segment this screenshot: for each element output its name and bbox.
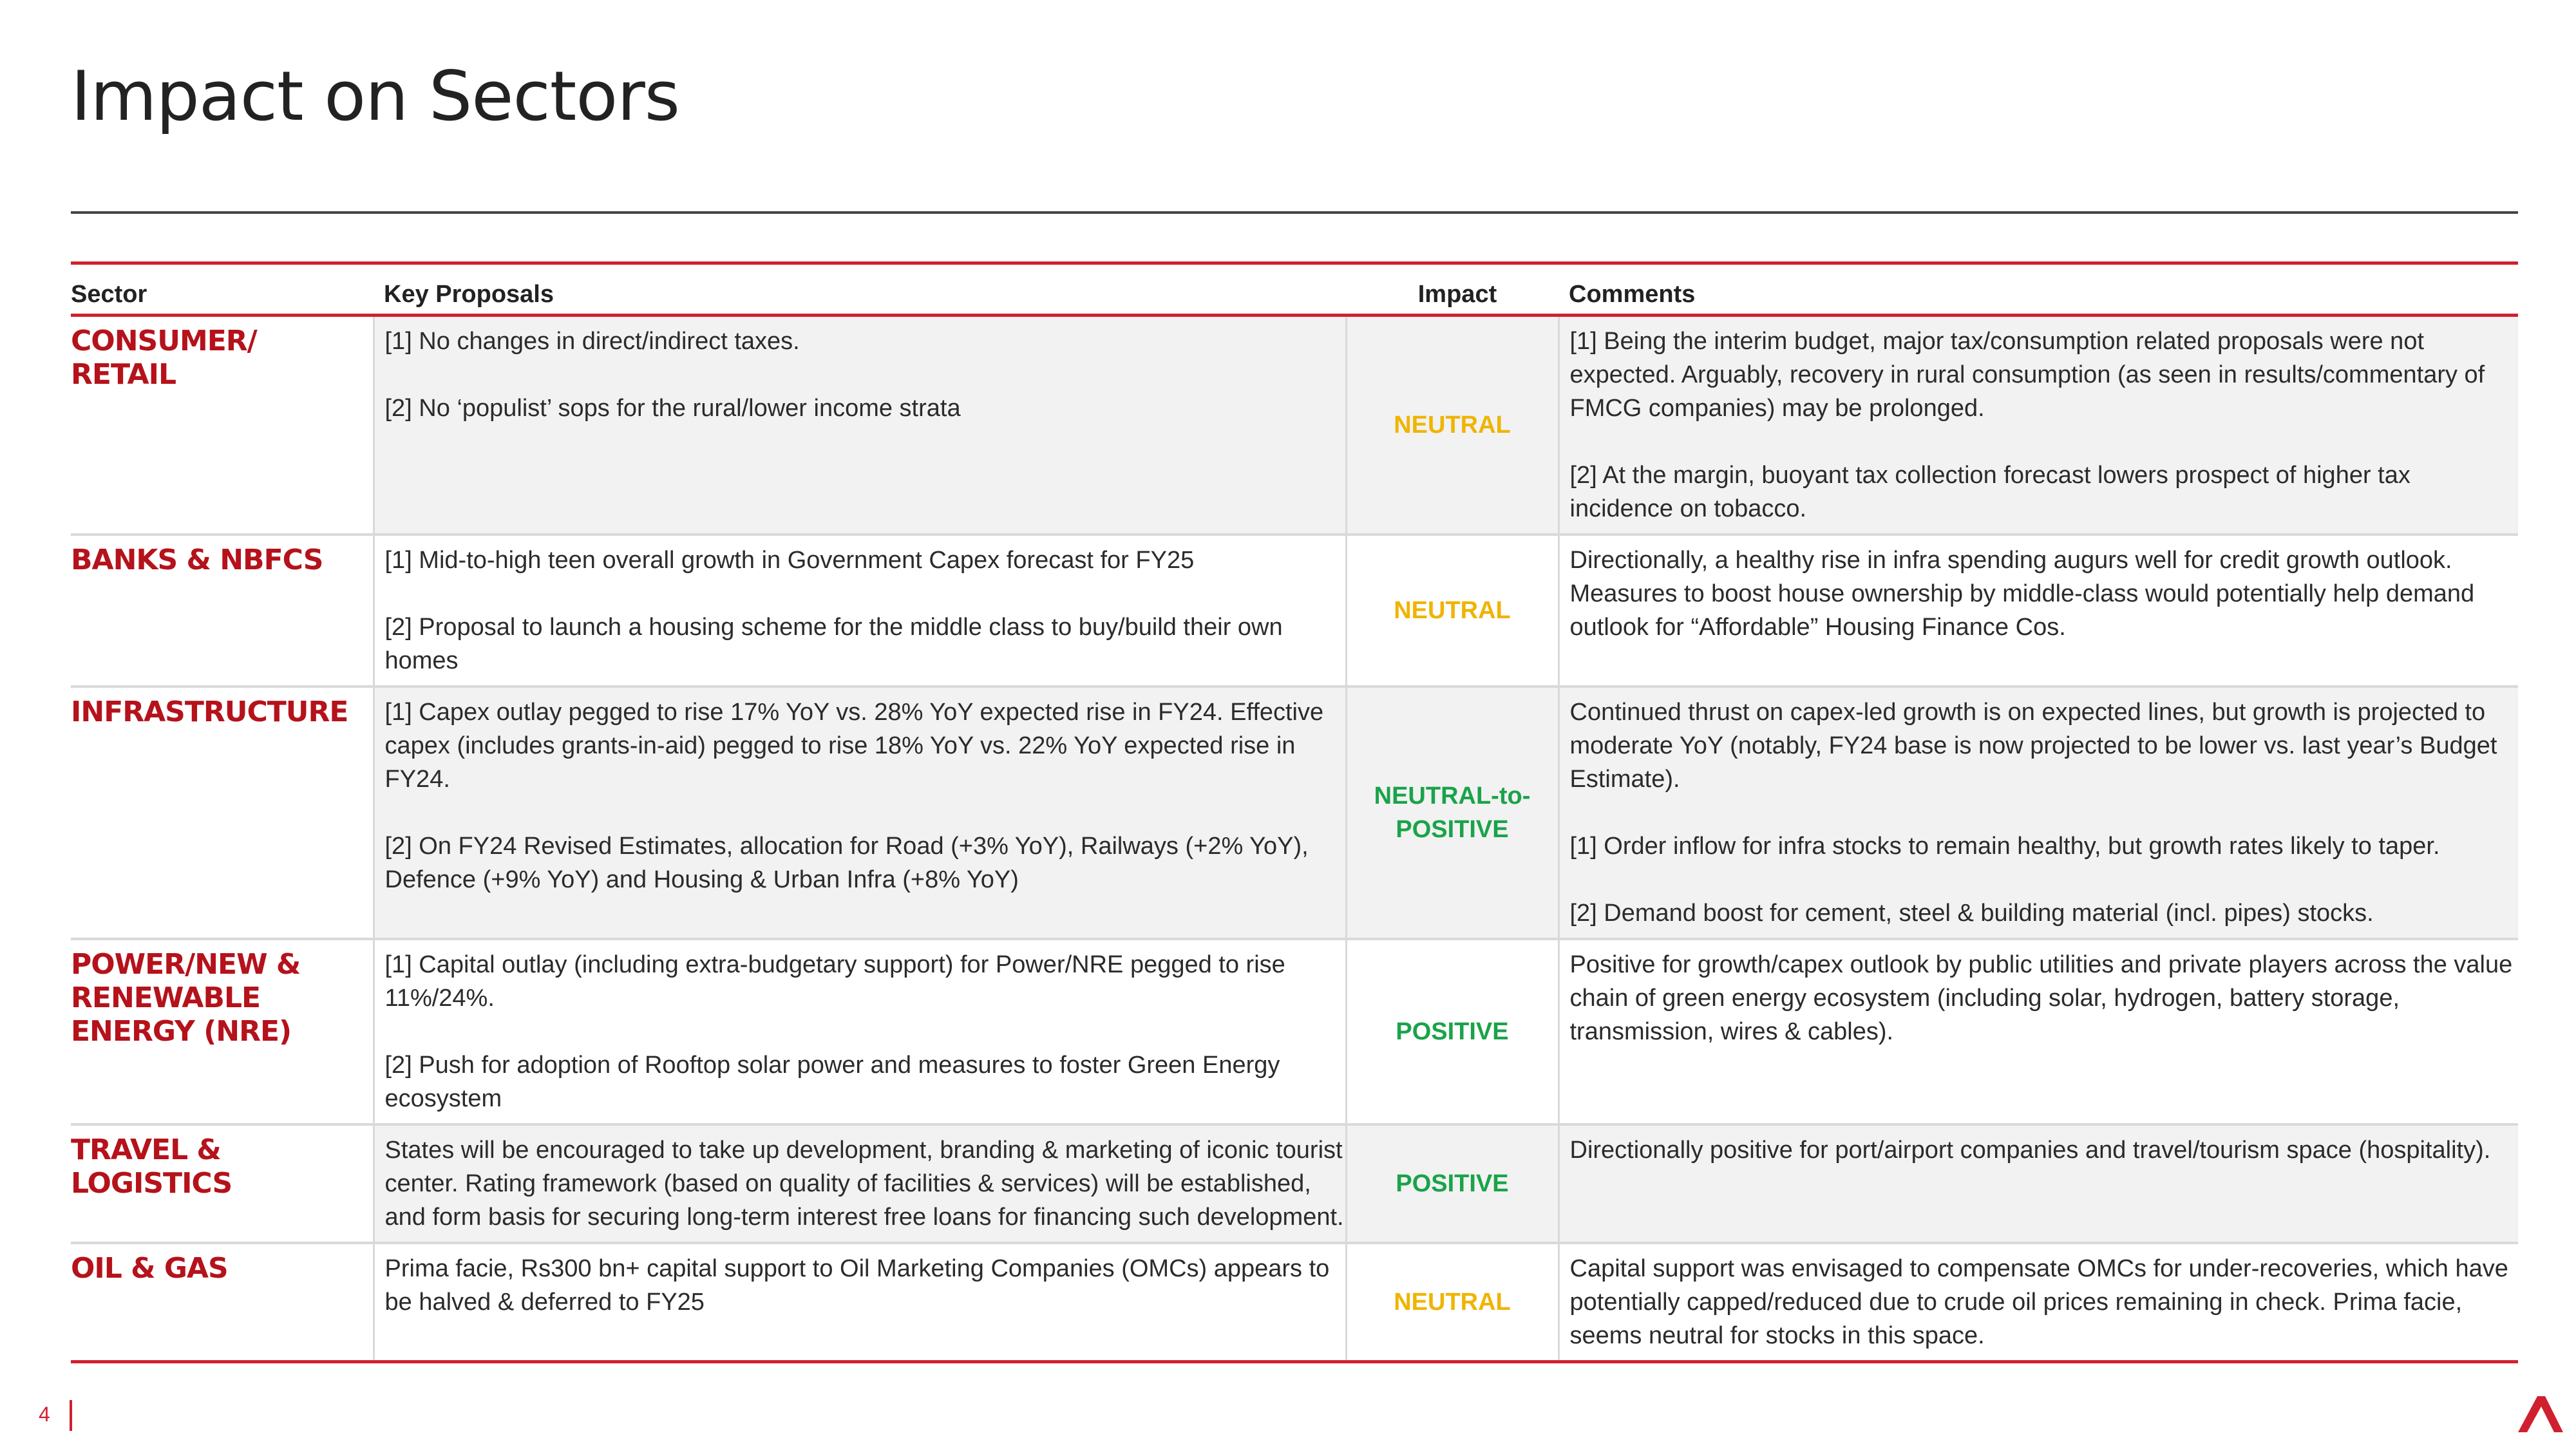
sector-name-line: RETAIL bbox=[71, 358, 176, 391]
page-title: Impact on Sectors bbox=[71, 57, 680, 136]
sector-name bbox=[71, 1124, 374, 1243]
key-proposals bbox=[374, 687, 1346, 939]
key-proposals bbox=[374, 535, 1346, 687]
comments bbox=[1558, 939, 2518, 1124]
impact-badge bbox=[1346, 1243, 1558, 1362]
key-proposals bbox=[374, 316, 1346, 535]
proposal-text: States will be encouraged to take up development, branding & marketing of iconic tourist center. Rating framework (based on quality of facilities & services) will be established, and form basis for securing long-term interest free loans for financing such development. bbox=[384, 1137, 1344, 1231]
footer-bar bbox=[70, 1400, 72, 1431]
key-proposals bbox=[374, 1124, 1346, 1243]
header-comments: Comments bbox=[1558, 263, 2518, 316]
impact-badge bbox=[1346, 316, 1558, 535]
header-sector: Sector bbox=[71, 263, 374, 316]
table-row bbox=[71, 535, 2518, 687]
comments bbox=[1558, 535, 2518, 687]
sector-impact-table bbox=[71, 261, 2518, 1363]
impact-badge bbox=[1346, 939, 1558, 1124]
proposal-text: [2] On FY24 Revised Estimates, allocation for Road (+3% YoY), Railways (+2% YoY), Defence (+9% YoY) and Housing & Urban Infra (+8% YoY) bbox=[384, 833, 1309, 893]
impact-text: NEUTRAL-to- bbox=[1374, 782, 1531, 810]
page-number: 4 bbox=[39, 1403, 50, 1426]
table-row bbox=[71, 1124, 2518, 1243]
sector-name-line: POWER/NEW & bbox=[71, 948, 301, 981]
proposal-text: Prima facie, Rs300 bn+ capital support to Oil Marketing Companies (OMCs) appears to be halved & deferred to FY25 bbox=[384, 1255, 1330, 1316]
title-divider bbox=[71, 211, 2518, 214]
comment-text: [2] Demand boost for cement, steel & building material (incl. pipes) stocks. bbox=[1569, 900, 2374, 927]
table-row bbox=[71, 939, 2518, 1124]
brand-logo-icon bbox=[2518, 1396, 2563, 1432]
comment-text: [1] Order inflow for infra stocks to remain healthy, but growth rates likely to taper. bbox=[1569, 833, 2440, 860]
comment-text: [1] Being the interim budget, major tax/consumption related proposals were not expected. Arguably, recovery in rural consumption (as seen in results/commentary of FMCG companies) may be prolonged. bbox=[1569, 328, 2485, 422]
sector-name-line: LOGISTICS bbox=[71, 1167, 232, 1200]
sector-name bbox=[71, 316, 374, 535]
sector-name-line: RENEWABLE bbox=[71, 981, 261, 1014]
table-header-row bbox=[71, 263, 2518, 316]
impact-badge bbox=[1346, 1124, 1558, 1243]
proposal-text: [1] Capex outlay pegged to rise 17% YoY vs. 28% YoY expected rise in FY24. Effective capex (includes grants-in-aid) pegged to rise 18% YoY vs. 22% YoY expected rise in FY24. bbox=[384, 699, 1324, 793]
key-proposals bbox=[374, 1243, 1346, 1362]
comments bbox=[1558, 687, 2518, 939]
sector-name bbox=[71, 535, 374, 687]
impact-text: POSITIVE bbox=[1396, 816, 1509, 843]
impact-text: POSITIVE bbox=[1396, 1018, 1509, 1045]
sector-name-line: CONSUMER/ bbox=[71, 325, 257, 357]
comments bbox=[1558, 1124, 2518, 1243]
table-body bbox=[71, 316, 2518, 1362]
impact-badge bbox=[1346, 535, 1558, 687]
sector-name bbox=[71, 687, 374, 939]
comment-text: Positive for growth/capex outlook by public utilities and private players across the value chain of green energy ecosystem (including solar, hydrogen, battery storage, transmission, wires & cables). bbox=[1569, 951, 2513, 1045]
table-row bbox=[71, 687, 2518, 939]
comments bbox=[1558, 316, 2518, 535]
comments bbox=[1558, 1243, 2518, 1362]
proposal-text: [2] No ‘populist’ sops for the rural/lower income strata bbox=[384, 395, 961, 422]
comment-text: Continued thrust on capex-led growth is on expected lines, but growth is projected to moderate YoY (notably, FY24 base is now projected to be lower vs. last year’s Budget Estimate). bbox=[1569, 699, 2497, 793]
table-row bbox=[71, 316, 2518, 535]
sector-name-line: OIL & GAS bbox=[71, 1252, 228, 1285]
impact-text: POSITIVE bbox=[1396, 1170, 1509, 1197]
comment-text: Capital support was envisaged to compensate OMCs for under-recoveries, which have potentially capped/reduced due to crude oil prices remaining in check. Prima facie, seems neutral for stocks in this space. bbox=[1569, 1255, 2508, 1349]
proposal-text: [2] Proposal to launch a housing scheme for the middle class to buy/build their own homes bbox=[384, 614, 1283, 674]
table-row bbox=[71, 1243, 2518, 1362]
sector-name bbox=[71, 939, 374, 1124]
sector-name-line: TRAVEL & bbox=[71, 1133, 221, 1166]
sector-name-line: ENERGY (NRE) bbox=[71, 1015, 292, 1048]
proposal-text: [1] No changes in direct/indirect taxes. bbox=[384, 328, 800, 355]
key-proposals bbox=[374, 939, 1346, 1124]
sector-name-line: INFRASTRUCTURE bbox=[71, 696, 348, 728]
comment-text: [2] At the margin, buoyant tax collection forecast lowers prospect of higher tax incidence on tobacco. bbox=[1569, 462, 2410, 522]
proposal-text: [1] Mid-to-high teen overall growth in Government Capex forecast for FY25 bbox=[384, 547, 1195, 574]
header-impact: Impact bbox=[1346, 263, 1558, 316]
header-proposals: Key Proposals bbox=[374, 263, 1346, 316]
proposal-text: [2] Push for adoption of Rooftop solar power and measures to foster Green Energy ecosystem bbox=[384, 1052, 1280, 1112]
impact-text: NEUTRAL bbox=[1394, 1289, 1511, 1316]
impact-badge bbox=[1346, 687, 1558, 939]
impact-text: NEUTRAL bbox=[1394, 597, 1511, 624]
comment-text: Directionally positive for port/airport companies and travel/tourism space (hospitality). bbox=[1569, 1137, 2491, 1164]
proposal-text: [1] Capital outlay (including extra-budgetary support) for Power/NRE pegged to rise 11%/24%. bbox=[384, 951, 1285, 1012]
comment-text: Directionally, a healthy rise in infra spending augurs well for credit growth outlook. Measures to boost house ownership by middle-class would potentially help demand outlook for “Affordable” Housing Finance Cos. bbox=[1569, 547, 2475, 641]
impact-text: NEUTRAL bbox=[1394, 412, 1511, 439]
sector-name-line: BANKS & NBFCS bbox=[71, 544, 323, 576]
sector-name bbox=[71, 1243, 374, 1362]
